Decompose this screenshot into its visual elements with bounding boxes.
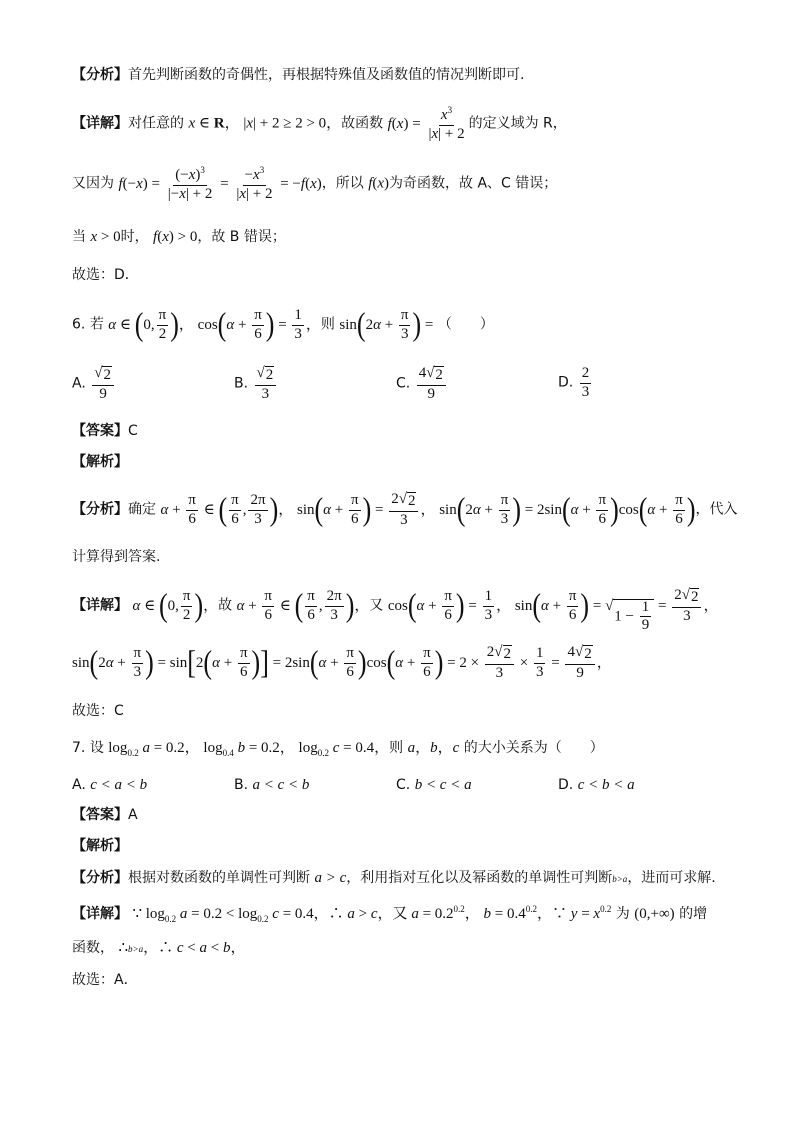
- p5-detail-line-1: [72, 106, 567, 143]
- formula: x ∈ R， |x| + 2 ≥ 2 > 0，: [188, 115, 342, 132]
- detail-text: ，故 B 错误；: [197, 229, 286, 245]
- formula: f(x): [368, 175, 390, 192]
- option-label: C.: [396, 375, 411, 392]
- option-label: D.: [558, 374, 574, 391]
- analysis-text: ，进而可求解.: [627, 870, 716, 886]
- p5-detail-line-2: [72, 166, 557, 203]
- q7-choose: 故选：A．: [72, 972, 138, 988]
- q6-choose: 故选：C: [72, 703, 124, 719]
- detail-text: 为奇函数，故 A、C 错误；: [389, 175, 558, 192]
- answer-tag: 【答案】: [72, 807, 128, 823]
- option-value: c < a < b: [90, 777, 148, 793]
- detail-text: 又因为: [72, 175, 114, 192]
- option-label: C.: [396, 777, 411, 793]
- detail-text: ，所以: [321, 175, 364, 192]
- formula: (0,+∞): [634, 906, 675, 922]
- q6-stem: [72, 308, 494, 343]
- formula: f(x) > 0: [153, 229, 198, 245]
- option-value: b < c < a: [414, 777, 472, 793]
- analysis-tag: 【分析】: [72, 501, 128, 518]
- answer-value: A: [128, 807, 138, 823]
- option-value: a < c < b: [252, 777, 310, 793]
- option-value: 4√ 2 9: [415, 376, 448, 392]
- q6-analysis-cont: 计算得到答案.: [72, 549, 161, 565]
- formula: sin(2α + $\frac{\pi}{3}$ ) =: [339, 306, 434, 343]
- formula: α + $\frac{\pi}{6}$ ∈ ( $\frac{\pi}{6}$ , $\frac{2\pi}{3}$ )，: [236, 587, 370, 624]
- formula: ∵ $\log_{0.2} a = 0.2 < \log_{0.2} c = 0.4$，∴ a > c，又 $a = 0.2^{0.2}$， $b = 0.4^{0.2}$，∵ $y = x^{0.2}$: [132, 904, 612, 924]
- q7-answer: [72, 808, 138, 822]
- stem-text: 的大小关系为（ ）: [463, 740, 604, 756]
- option-value: c < b < a: [577, 777, 635, 793]
- option-label: B.: [234, 375, 249, 392]
- q7-detail-line-2: [72, 941, 245, 956]
- formula: f(−x) = $\frac{(-x)^3}{|-x| + 2}$ = $\frac{-x^3}{|x| + 2}$ = −f(x): [118, 165, 322, 202]
- p5-analysis-line: [72, 68, 524, 82]
- option-d: [558, 366, 593, 401]
- q7-analysis-line: [72, 871, 716, 886]
- q6-answer: [72, 424, 138, 438]
- q7-detail-line-1: [72, 905, 707, 924]
- option-d: [558, 777, 635, 794]
- stem-text: 则: [389, 740, 404, 756]
- analysis-text: ，利用指对互化以及幂函数的单调性可判断: [346, 870, 613, 886]
- detail-tag: 【详解】: [72, 906, 128, 922]
- analysis-text: 根据对数函数的单调性可判断: [128, 870, 310, 886]
- formula: a，b，c: [407, 740, 460, 756]
- stem-text: 则: [320, 316, 335, 333]
- stem-text: 设: [89, 740, 104, 756]
- detail-text: 又: [369, 597, 384, 614]
- q7-jiexi: 【解析】: [72, 838, 128, 854]
- detail-text: 函数，: [72, 940, 114, 956]
- formula: ∴b>a，∴ c < a < b，: [118, 940, 246, 956]
- formula: a > c: [314, 870, 347, 886]
- analysis-text: ，代入: [695, 501, 738, 518]
- detail-tag: 【详解】: [72, 115, 128, 132]
- formula: α ∈ (0, $\frac{\pi}{2}$ )， cos(α + $\frac{\pi}{6}$ ) = $\frac{1}{3}$ ，: [108, 306, 321, 343]
- question-number: 7.: [72, 740, 86, 756]
- answer-tag: 【答案】: [72, 423, 128, 439]
- formula: cos(α + $\frac{\pi}{6}$ ) = $\frac{1}{3}$ ， sin(α + $\frac{\pi}{6}$ ) = √ 1 − $\frac{1}{9}$ = 2√ 2 3 ，: [387, 587, 719, 634]
- p5-choose: 故选：D．: [72, 267, 139, 283]
- detail-tag: 【详解】: [72, 597, 128, 614]
- option-value: $\frac{2}{3}$: [581, 365, 590, 400]
- detail-text: 的定义域为 R，: [468, 115, 567, 132]
- option-c: [396, 777, 472, 794]
- formula: sin(2α + $\frac{\pi}{3}$ ) = sin[2(α + $\frac{\pi}{6}$ )] = 2sin(α + $\frac{\pi}{6}$ )cos(α + $\frac{\pi}{6}$ ) = 2 × 2√ 2 3 × $\frac{1}{3}$ = 4√ 2 9 ，: [72, 644, 612, 681]
- q6-jiexi: 【解析】: [72, 454, 128, 470]
- p5-detail-line-3: [72, 230, 286, 245]
- option-label: A.: [72, 777, 86, 793]
- option-c: [396, 366, 448, 402]
- analysis-text: 确定: [128, 501, 156, 518]
- option-value: √ 2 3: [253, 376, 279, 392]
- stem-text: 若: [89, 316, 104, 333]
- answer-value: C: [128, 423, 138, 439]
- q7-stem: [72, 741, 604, 758]
- option-label: A.: [72, 375, 86, 392]
- detail-text: 故函数: [341, 115, 384, 132]
- formula: $\log_{0.2} a = 0.2$， $\log_{0.4} b = 0.2$， $\log_{0.2} c = 0.4$，: [108, 740, 390, 758]
- formula: α + $\frac{\pi}{6}$ ∈ ( $\frac{\pi}{6}$ , $\frac{2\pi}{3}$ )， sin(α + $\frac{\pi}{6}$ ) = 2√ 2 3 ， sin(2α + $\frac{\pi}{3}$ ) = 2sin(α + $\frac{\pi}{6}$ )cos(α + $\frac{\pi}{6}$ ): [160, 491, 696, 528]
- detail-text: 为: [615, 906, 630, 922]
- detail-text: 的增: [679, 906, 708, 922]
- analysis-tag: 【分析】: [72, 67, 128, 83]
- detail-text: 对任意的: [128, 115, 184, 132]
- option-label: D.: [558, 777, 574, 793]
- stem-text: （ ）: [437, 316, 494, 333]
- option-value: √ 2 9: [90, 376, 116, 392]
- detail-text: 当: [72, 229, 86, 245]
- option-label: B.: [234, 777, 249, 793]
- option-b: [234, 777, 309, 794]
- formula: x > 0: [90, 229, 121, 245]
- analysis-text: 首先判断函数的奇偶性，再根据特殊值及函数值的情况判断即可.: [128, 67, 525, 83]
- detail-text: 时，: [120, 229, 149, 245]
- detail-text: 故: [218, 597, 233, 614]
- formula: α ∈ (0, $\frac{\pi}{2}$ )，: [132, 587, 219, 624]
- q6-detail-line-1: [72, 588, 718, 634]
- option-a: [72, 777, 147, 794]
- analysis-tag: 【分析】: [72, 870, 128, 886]
- formula: f(x) = $\frac{x^3}{|x| + 2}$: [387, 105, 465, 142]
- question-number: 6.: [72, 316, 86, 333]
- formula: b>a: [612, 874, 628, 884]
- q6-analysis-line: [72, 492, 738, 528]
- option-b: [234, 366, 278, 402]
- option-a: [72, 366, 116, 402]
- q6-detail-line-2: [72, 645, 612, 681]
